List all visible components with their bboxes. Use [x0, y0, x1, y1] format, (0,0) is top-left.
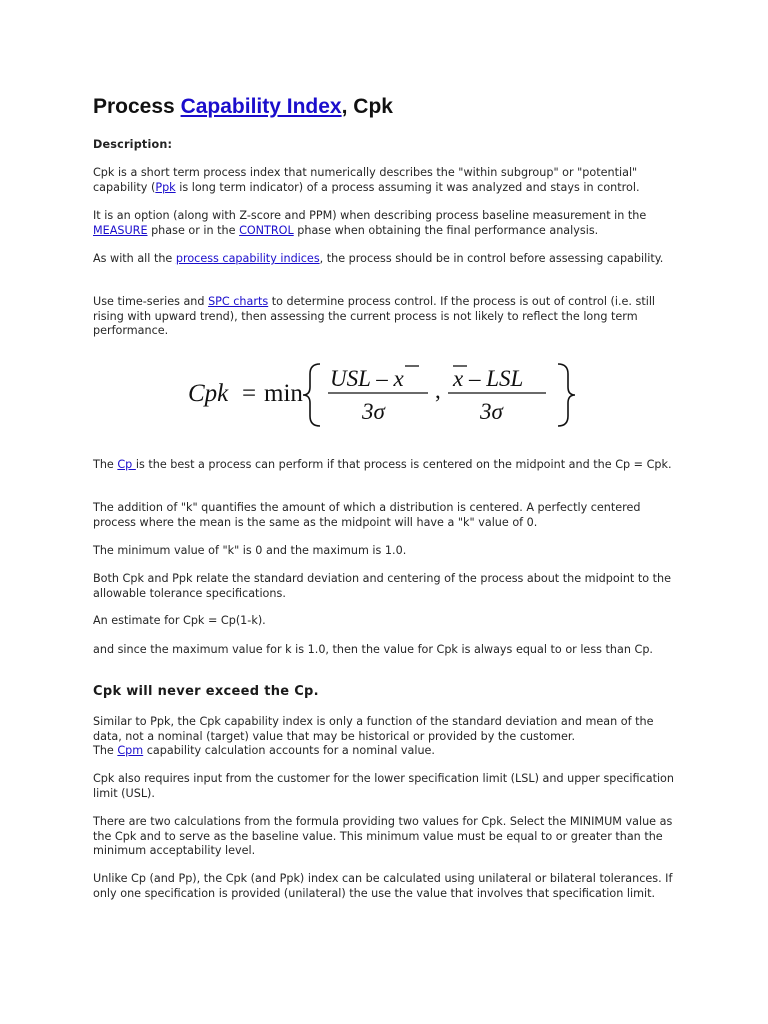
p1-text-a: Cpk is a short term process index that numerically describes the "within subgroup" or "potential" capability (: [93, 166, 638, 194]
capability-index-link[interactable]: Capability Index: [180, 95, 342, 118]
formula-lhs: Cpk: [188, 380, 229, 407]
cp-link[interactable]: Cp: [117, 458, 136, 471]
denominator-2: 3σ: [480, 399, 503, 424]
paragraph-estimate: An estimate for Cpk = Cp(1-k).: [93, 614, 266, 627]
p11-text-a: Similar to Ppk, the Cpk capability index is only a function of the standard deviation and mean of the data, not a nominal (target) value that may be historical or provided by the customer.: [93, 715, 654, 743]
p11-text-b: The: [93, 744, 118, 757]
left-brace: [303, 364, 320, 426]
paragraph-two-calculations: There are two calculations from the formula providing two values for Cpk. Select the MINIMUM value as the Cpk and to serve as the baseline value. This minimum value must be equal to or greater than the minimum acceptability level.: [93, 815, 673, 857]
paragraph-both-cpk-ppk: Both Cpk and Ppk relate the standard deviation and centering of the process about the midpoint to the allowable tolerance specifications.: [93, 572, 672, 600]
paragraph-max-k: and since the maximum value for k is 1.0, then the value for Cpk is always equal to or less than Cp.: [93, 643, 653, 656]
p3-text-a: As with all the: [93, 252, 176, 265]
paragraph-k-range: The minimum value of "k" is 0 and the maximum is 1.0.: [93, 544, 407, 557]
cpm-link[interactable]: Cpm: [117, 744, 144, 757]
process-capability-indices-link[interactable]: process capability indices: [175, 252, 320, 265]
paragraph-customer-input: Cpk also requires input from the customer for the lower specification limit (LSL) and upper specification limit (USL).: [93, 772, 674, 800]
formula-equals: =: [242, 380, 257, 407]
p1-text-b: is long term indicator) of a process assuming it was analyzed and stays in control.: [175, 180, 640, 194]
denominator-1: 3σ: [362, 399, 385, 424]
cpk-formula: [188, 360, 588, 430]
control-link[interactable]: CONTROL: [239, 223, 294, 237]
paragraph-cpk-definition: [93, 166, 683, 195]
paragraph-similar-ppk: [93, 715, 683, 759]
paragraph-cp-best: [93, 458, 683, 473]
p2-text-c: phase when obtaining the final performance analysis.: [293, 223, 599, 237]
formula-min: min: [264, 380, 303, 407]
paragraph-k-addition: The addition of "k" quantifies the amount of which a distribution is centered. A perfectly centered process where the mean is the same as the midpoint will have a "k" value of 0.: [93, 501, 641, 529]
p5-text-b: is the best a process can perform if that process is centered on the midpoint and the Cp = Cpk.: [135, 458, 672, 471]
paragraph-unilateral: Unlike Cp (and Pp), the Cpk (and Ppk) index can be calculated using unilateral or bilateral tolerances. If only one specification is provided (unilateral) the use the value that involves that specification limit.: [93, 872, 673, 900]
title-suffix: , Cpk: [341, 95, 393, 118]
formula-comma: ,: [435, 378, 441, 403]
description-label: Description:: [93, 138, 173, 151]
measure-link[interactable]: MEASURE: [93, 223, 148, 237]
numerator-2: x – LSL: [453, 366, 524, 391]
paragraph-time-series: [93, 295, 683, 339]
spc-charts-link[interactable]: SPC charts: [208, 295, 269, 308]
p2-text-b: phase or in the: [147, 223, 240, 237]
title-prefix: Process: [93, 95, 181, 118]
p5-text-a: The: [93, 458, 118, 471]
paragraph-option: [93, 209, 683, 238]
p11-text-c: capability calculation accounts for a nominal value.: [143, 744, 435, 757]
subheading-never-exceed: Cpk will never exceed the Cp.: [93, 684, 319, 699]
ppk-link[interactable]: Ppk: [155, 180, 176, 194]
p4-text-b: to determine process control. If the process is out of control (i.e. still rising with upward trend), then assessing the current process is not likely to reflect the long term performance.: [93, 295, 656, 337]
p3-text-b: , the process should be in control before assessing capability.: [319, 252, 664, 265]
paragraph-in-control: [93, 252, 683, 267]
p4-text-a: Use time-series and: [93, 295, 209, 308]
page-title: [93, 94, 393, 120]
numerator-1: USL – x: [330, 366, 404, 391]
right-brace: [558, 364, 575, 426]
p2-text-a: It is an option (along with Z-score and PPM) when describing process baseline measurement in the: [93, 209, 647, 222]
